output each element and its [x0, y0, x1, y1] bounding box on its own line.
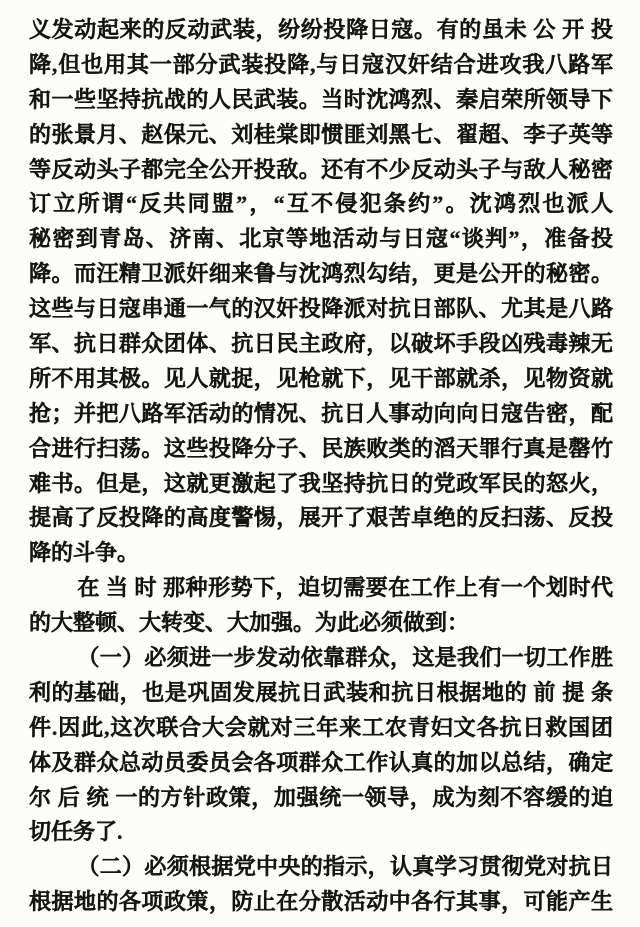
text-line: 降的斗争。	[29, 540, 140, 566]
text-line: 所不用其极。见人就捉，见枪就下，见干部就杀，见物资就	[29, 365, 613, 391]
text-line: 在 当 时 那种形势下，迫切需要在工作上有一个划时代	[77, 575, 613, 601]
text-line: 降,但也用其一部分武装投降,与日寇汉奸结合进攻我八路军	[29, 51, 613, 77]
text-line: 军、抗日群众团体、抗日民主政府，以破坏手段凶残毒辣无	[29, 331, 613, 357]
text-line: 体及群众总动员委员会各项群众工作认真的加以总结，确定	[29, 749, 613, 775]
text-line: 等反动头子都完全公开投敌。还有不少反动头子与敌人秘密	[29, 156, 613, 182]
text-line: 提高了反投降的高度警惕，展开了艰苦卓绝的反扫荡、反投	[29, 505, 613, 531]
text-line: 降。而汪精卫派奸细来鲁与沈鸿烈勾结，更是公开的秘密。	[29, 261, 613, 287]
text-line: 抢；并把八路军活动的情况、抗日人事动向向日寇告密，配	[29, 400, 613, 426]
text-line: 尔 后 统 一的方针政策，加强统一领导，成为刻不容缓的迫	[29, 784, 613, 810]
text-line: 秘密到青岛、济南、北京等地活动与日寇“谈判”，准备投	[29, 226, 613, 252]
text-line: 和一些坚持抗战的人民武装。当时沈鸿烈、秦启荣所领导下	[29, 86, 613, 112]
text-block	[29, 13, 613, 920]
text-line: 的大整顿、大转变、大加强。为此必须做到：	[29, 610, 470, 636]
text-line: 利的基础，也是巩固发展抗日武装和抗日根据地的 前 提 条	[29, 679, 613, 705]
text-line: 切任务了.	[29, 819, 123, 845]
text-line: （二）必须根据党中央的指示，认真学习贯彻党对抗日	[77, 854, 613, 880]
text-line: 订立所谓“反共同盟”，“互不侵犯条约”。沈鸿烈也派人	[29, 191, 613, 217]
text-line: 义发动起来的反动武装，纷纷投降日寇。有的虽未 公 开 投	[29, 17, 613, 42]
text-line: （一）必须进一步发动依靠群众，这是我们一切工作胜	[77, 645, 613, 671]
text-line: 的张景月、赵保元、刘桂棠即惯匪刘黑七、翟超、李子英等	[29, 121, 613, 147]
text-line: 难书。但是，这就更激起了我坚持抗日的党政军民的怒火，	[29, 470, 613, 496]
text-line: 这些与日寇串通一气的汉奸投降派对抗日部队、尤其是八路	[29, 296, 613, 322]
text-line: 件.因此,这次联合大会就对三年来工农青妇文各抗日救国团	[29, 714, 613, 740]
text-line: 根据地的各项政策，防止在分散活动中各行其事，可能产生	[29, 889, 613, 915]
text-line: 合进行扫荡。这些投降分子、民族败类的滔天罪行真是罄竹	[29, 435, 613, 461]
